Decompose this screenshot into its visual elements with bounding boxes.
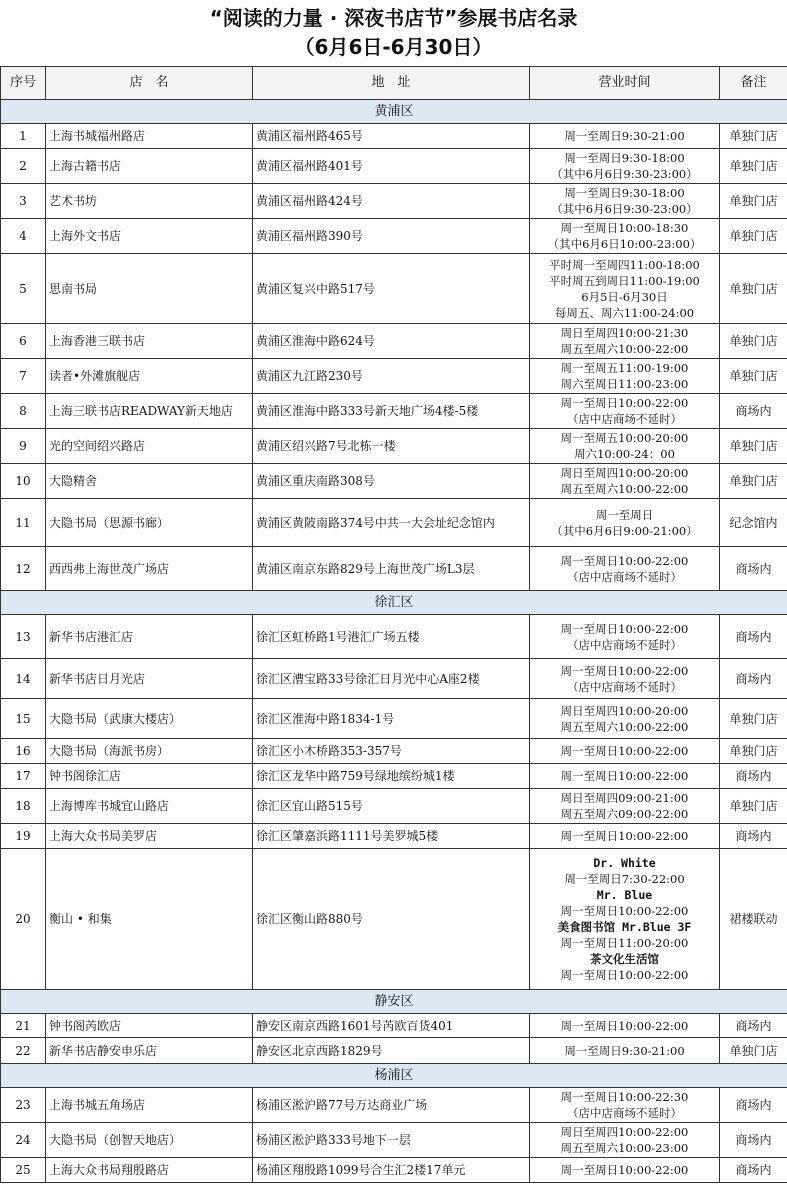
table-row [1, 1088, 787, 1123]
table-body [1, 100, 787, 1183]
hours-line: 周五至周六10:00-22:00 [560, 482, 689, 496]
store-address: 徐汇区龙华中路759号绿地缤纷城1楼 [253, 764, 530, 789]
table-row [1, 149, 787, 184]
hours-line: 周一至周日9:30-21:00 [564, 1043, 685, 1058]
store-note: 单独门店 [720, 219, 787, 254]
store-name: 大隐精舍 [46, 464, 253, 499]
hours-line: 周日至周四09:00-21:00 [560, 791, 689, 805]
store-number: 17 [1, 764, 46, 789]
store-address: 杨浦区淞沪路333号地下一层 [253, 1123, 530, 1158]
hours-line: 周一至周日10:00-22:00 [560, 396, 689, 410]
store-note: 单独门店 [720, 324, 787, 359]
store-hours [530, 499, 720, 547]
store-address: 徐汇区漕宝路33号徐汇日月光中心A座2楼 [253, 659, 530, 699]
table-row [1, 849, 787, 990]
table-header-row [1, 67, 787, 100]
table-row [1, 615, 787, 659]
store-hours [530, 1123, 720, 1158]
store-name: 思南书局 [46, 254, 253, 324]
header-no: 序号 [1, 67, 46, 100]
hours-line: 周一至周日10:00-22:00 [560, 621, 689, 636]
table-row [1, 359, 787, 394]
store-hours [530, 1088, 720, 1123]
hours-line: Dr. White [593, 856, 656, 870]
hours-line: 周一至周日10:00-22:00 [560, 968, 689, 982]
hours-line: 周一至周日10:00-22:00 [560, 829, 689, 843]
store-name: 大隐书局（创智天地店） [46, 1123, 253, 1158]
hours-line: 茶文化生活馆 [590, 952, 659, 966]
store-address: 杨浦区翔殷路1099号合生汇2楼17单元 [253, 1158, 530, 1183]
store-note: 商场内 [720, 394, 787, 429]
store-name: 上海大众书局美罗店 [46, 824, 253, 849]
hours-line: 周一至周日10:00-22:00 [560, 744, 689, 758]
store-number: 1 [1, 124, 46, 149]
store-number: 22 [1, 1038, 46, 1064]
table-row [1, 464, 787, 499]
store-number: 16 [1, 739, 46, 764]
store-note: 单独门店 [720, 1038, 787, 1064]
hours-line: （其中6月6日9:00-21:00） [551, 523, 698, 538]
district-label: 杨浦区 [1, 1064, 787, 1088]
hours-line: 周五至周六10:00-23:00 [560, 1141, 689, 1155]
store-address: 黄浦区绍兴路7号北栋一楼 [253, 429, 530, 464]
store-name: 大隐书局（海派书房） [46, 739, 253, 764]
store-address: 静安区北京西路1829号 [253, 1038, 530, 1064]
header-address: 地 址 [253, 67, 530, 100]
hours-line: 周六10:00-24：00 [574, 447, 675, 461]
store-number: 23 [1, 1088, 46, 1123]
store-number: 11 [1, 499, 46, 547]
store-note: 单独门店 [720, 184, 787, 219]
store-address: 黄浦区福州路465号 [253, 124, 530, 149]
store-name: 钟书阁徐汇店 [46, 764, 253, 789]
store-address: 徐汇区衡山路880号 [253, 849, 530, 990]
district-row [1, 990, 787, 1014]
table-row [1, 547, 787, 591]
hours-line: 周一至周五10:00-20:00 [560, 431, 689, 445]
table-row [1, 1014, 787, 1038]
hours-line: （店中店商场不延时） [567, 637, 682, 652]
store-hours [530, 789, 720, 824]
table-row [1, 789, 787, 824]
store-hours [530, 659, 720, 699]
hours-line: 周日至周四10:00-20:00 [560, 466, 689, 480]
store-note: 商场内 [720, 824, 787, 849]
store-name: 大隐书局（武康大楼店） [46, 699, 253, 739]
title-line-2: （6月6日-6月30日） [294, 35, 493, 59]
store-hours [530, 429, 720, 464]
hours-line: （其中6月6日9:30-23:00） [551, 202, 698, 216]
hours-line: Mr. Blue [596, 888, 653, 902]
store-number: 15 [1, 699, 46, 739]
table-row [1, 254, 787, 324]
table-row [1, 394, 787, 429]
store-hours [530, 849, 720, 990]
store-note: 单独门店 [720, 789, 787, 824]
store-hours [530, 149, 720, 184]
store-hours [530, 124, 720, 149]
store-number: 13 [1, 615, 46, 659]
hours-line: 平时周一至周四11:00-18:00 [549, 257, 700, 272]
store-hours [530, 824, 720, 849]
hours-line: 周一至周日10:00-22:00 [560, 553, 689, 568]
store-address: 黄浦区淮海中路624号 [253, 324, 530, 359]
store-note: 商场内 [720, 1014, 787, 1038]
store-name: 上海香港三联书店 [46, 324, 253, 359]
store-address: 徐汇区宜山路515号 [253, 789, 530, 824]
store-number: 21 [1, 1014, 46, 1038]
store-number: 12 [1, 547, 46, 591]
store-address: 黄浦区南京东路829号上海世茂广场L3层 [253, 547, 530, 591]
table-row [1, 219, 787, 254]
store-address: 徐汇区小木桥路353-357号 [253, 739, 530, 764]
store-name: 西西弗上海世茂广场店 [46, 547, 253, 591]
store-address: 黄浦区九江路230号 [253, 359, 530, 394]
table-row [1, 824, 787, 849]
table-row [1, 1158, 787, 1183]
store-name: 上海古籍书店 [46, 149, 253, 184]
store-name: 上海外文书店 [46, 219, 253, 254]
store-number: 10 [1, 464, 46, 499]
hours-line: 周六至周日11:00-23:00 [560, 377, 689, 391]
store-number: 18 [1, 789, 46, 824]
table-row [1, 499, 787, 547]
store-note: 商场内 [720, 547, 787, 591]
hours-line: 周一至周日9:30-21:00 [564, 129, 685, 143]
store-hours [530, 1158, 720, 1183]
store-number: 4 [1, 219, 46, 254]
store-address: 黄浦区复兴中路517号 [253, 254, 530, 324]
store-name: 上海三联书店READWAY新天地店 [46, 394, 253, 429]
hours-line: 周一至周五11:00-19:00 [560, 361, 689, 375]
store-note: 商场内 [720, 615, 787, 659]
store-number: 6 [1, 324, 46, 359]
hours-line: 周一至周日10:00-22:00 [560, 1163, 689, 1177]
header-hours: 营业时间 [530, 67, 720, 100]
store-number: 19 [1, 824, 46, 849]
store-address: 黄浦区福州路390号 [253, 219, 530, 254]
store-note: 商场内 [720, 1088, 787, 1123]
store-hours [530, 1014, 720, 1038]
store-hours [530, 219, 720, 254]
header-name: 店 名 [46, 67, 253, 100]
table-row [1, 659, 787, 699]
store-name: 新华书店港汇店 [46, 615, 253, 659]
store-number: 7 [1, 359, 46, 394]
store-note: 纪念馆内 [720, 499, 787, 547]
store-name: 读者•外滩旗舰店 [46, 359, 253, 394]
table-row [1, 184, 787, 219]
hours-line: （其中6月6日10:00-23:00） [547, 237, 702, 251]
store-number: 8 [1, 394, 46, 429]
store-note: 单独门店 [720, 699, 787, 739]
store-address: 黄浦区福州路401号 [253, 149, 530, 184]
store-number: 3 [1, 184, 46, 219]
store-hours [530, 324, 720, 359]
table-row [1, 699, 787, 739]
store-address: 静安区南京西路1601号芮欧百货401 [253, 1014, 530, 1038]
hours-line: （店中店商场不延时） [567, 412, 682, 426]
store-address: 徐汇区肇嘉浜路1111号美罗城5楼 [253, 824, 530, 849]
store-address: 徐汇区淮海中路1834-1号 [253, 699, 530, 739]
hours-line: （店中店商场不延时） [567, 569, 682, 584]
store-number: 9 [1, 429, 46, 464]
table-row [1, 124, 787, 149]
header-note: 备注 [720, 67, 787, 100]
hours-line: 周一至周日9:30-18:00 [564, 151, 685, 165]
store-hours [530, 254, 720, 324]
store-note: 商场内 [720, 1123, 787, 1158]
store-address: 杨浦区淞沪路77号万达商业广场 [253, 1088, 530, 1123]
store-number: 25 [1, 1158, 46, 1183]
store-note: 单独门店 [720, 149, 787, 184]
hours-line: 周一至周日11:00-20:00 [560, 936, 689, 950]
store-address: 黄浦区福州路424号 [253, 184, 530, 219]
store-note: 商场内 [720, 764, 787, 789]
hours-line: 周一至周日10:00-22:00 [560, 904, 689, 918]
table-row [1, 1123, 787, 1158]
hours-line: 周一至周日10:00-22:00 [560, 769, 689, 783]
store-hours [530, 739, 720, 764]
store-hours [530, 359, 720, 394]
store-note: 单独门店 [720, 254, 787, 324]
district-row [1, 100, 787, 124]
store-name: 上海书城福州路店 [46, 124, 253, 149]
store-name: 上海博库书城宜山路店 [46, 789, 253, 824]
store-address: 徐汇区虹桥路1号港汇广场五楼 [253, 615, 530, 659]
hours-line: 6月5日-6月30日 [581, 289, 668, 304]
store-number: 2 [1, 149, 46, 184]
store-name: 光的空间绍兴路店 [46, 429, 253, 464]
hours-line: （店中店商场不延时） [567, 679, 682, 694]
store-hours [530, 184, 720, 219]
hours-line: 周一至周日 [595, 507, 654, 522]
store-note: 单独门店 [720, 124, 787, 149]
store-address: 黄浦区重庆南路308号 [253, 464, 530, 499]
store-address: 黄浦区淮海中路333号新天地广场4楼-5楼 [253, 394, 530, 429]
store-note: 单独门店 [720, 359, 787, 394]
hours-line: 周日至周四10:00-22:00 [560, 1125, 689, 1139]
district-row [1, 1064, 787, 1088]
store-name: 大隐书局（思源书廊） [46, 499, 253, 547]
table-row [1, 324, 787, 359]
store-note: 单独门店 [720, 464, 787, 499]
store-hours [530, 1038, 720, 1064]
hours-line: 周一至周日10:00-18:30 [560, 221, 689, 235]
store-note: 单独门店 [720, 429, 787, 464]
store-hours [530, 764, 720, 789]
district-row [1, 591, 787, 615]
hours-line: 周五至周六10:00-22:00 [560, 342, 689, 356]
store-hours [530, 547, 720, 591]
hours-line: 周一至周日10:00-22:00 [560, 1018, 689, 1033]
store-note: 单独门店 [720, 739, 787, 764]
hours-line: 周日至周四10:00-21:30 [560, 326, 689, 340]
hours-line: 周一至周日7:30-22:00 [564, 872, 685, 886]
store-hours [530, 464, 720, 499]
store-number: 20 [1, 849, 46, 990]
hours-line: 每周五、周六11:00-24:00 [554, 305, 695, 320]
store-name: 上海大众书局翔殷路店 [46, 1158, 253, 1183]
hours-line: 周五至周六09:00-22:00 [560, 807, 689, 821]
hours-line: 周一至周日9:30-18:00 [564, 186, 685, 200]
store-hours [530, 615, 720, 659]
document-title [0, 0, 787, 66]
store-name: 衡山 • 和集 [46, 849, 253, 990]
table-row [1, 764, 787, 789]
hours-line: 平时周五到周日11:00-19:00 [549, 273, 700, 288]
district-label: 徐汇区 [1, 591, 787, 615]
hours-line: （其中6月6日9:30-23:00） [551, 167, 698, 181]
district-label: 静安区 [1, 990, 787, 1014]
hours-line: （店中店商场不延时） [567, 1106, 682, 1120]
store-number: 14 [1, 659, 46, 699]
store-number: 24 [1, 1123, 46, 1158]
store-hours [530, 394, 720, 429]
hours-line: 周一至周日10:00-22:30 [560, 1090, 689, 1104]
hours-line: 美食图书馆 Mr.Blue 3F [557, 920, 692, 934]
table-row [1, 1038, 787, 1064]
store-address: 黄浦区黄陂南路374号中共一大会址纪念馆内 [253, 499, 530, 547]
store-name: 新华书店日月光店 [46, 659, 253, 699]
district-label: 黄浦区 [1, 100, 787, 124]
table-row [1, 739, 787, 764]
store-name: 艺术书坊 [46, 184, 253, 219]
store-note: 商场内 [720, 659, 787, 699]
bookstore-table [0, 66, 787, 1183]
store-name: 上海书城五角场店 [46, 1088, 253, 1123]
store-number: 5 [1, 254, 46, 324]
hours-line: 周五至周六10:00-22:00 [560, 719, 689, 734]
store-note: 裙楼联动 [720, 849, 787, 990]
store-name: 钟书阁芮欧店 [46, 1014, 253, 1038]
store-name: 新华书店静安申乐店 [46, 1038, 253, 1064]
store-hours [530, 699, 720, 739]
title-line-1: “阅读的力量 · 深夜书店节”参展书店名录 [209, 6, 578, 30]
table-row [1, 429, 787, 464]
hours-line: 周日至周四10:00-20:00 [560, 703, 689, 718]
store-note: 商场内 [720, 1158, 787, 1183]
hours-line: 周一至周日10:00-22:00 [560, 663, 689, 678]
